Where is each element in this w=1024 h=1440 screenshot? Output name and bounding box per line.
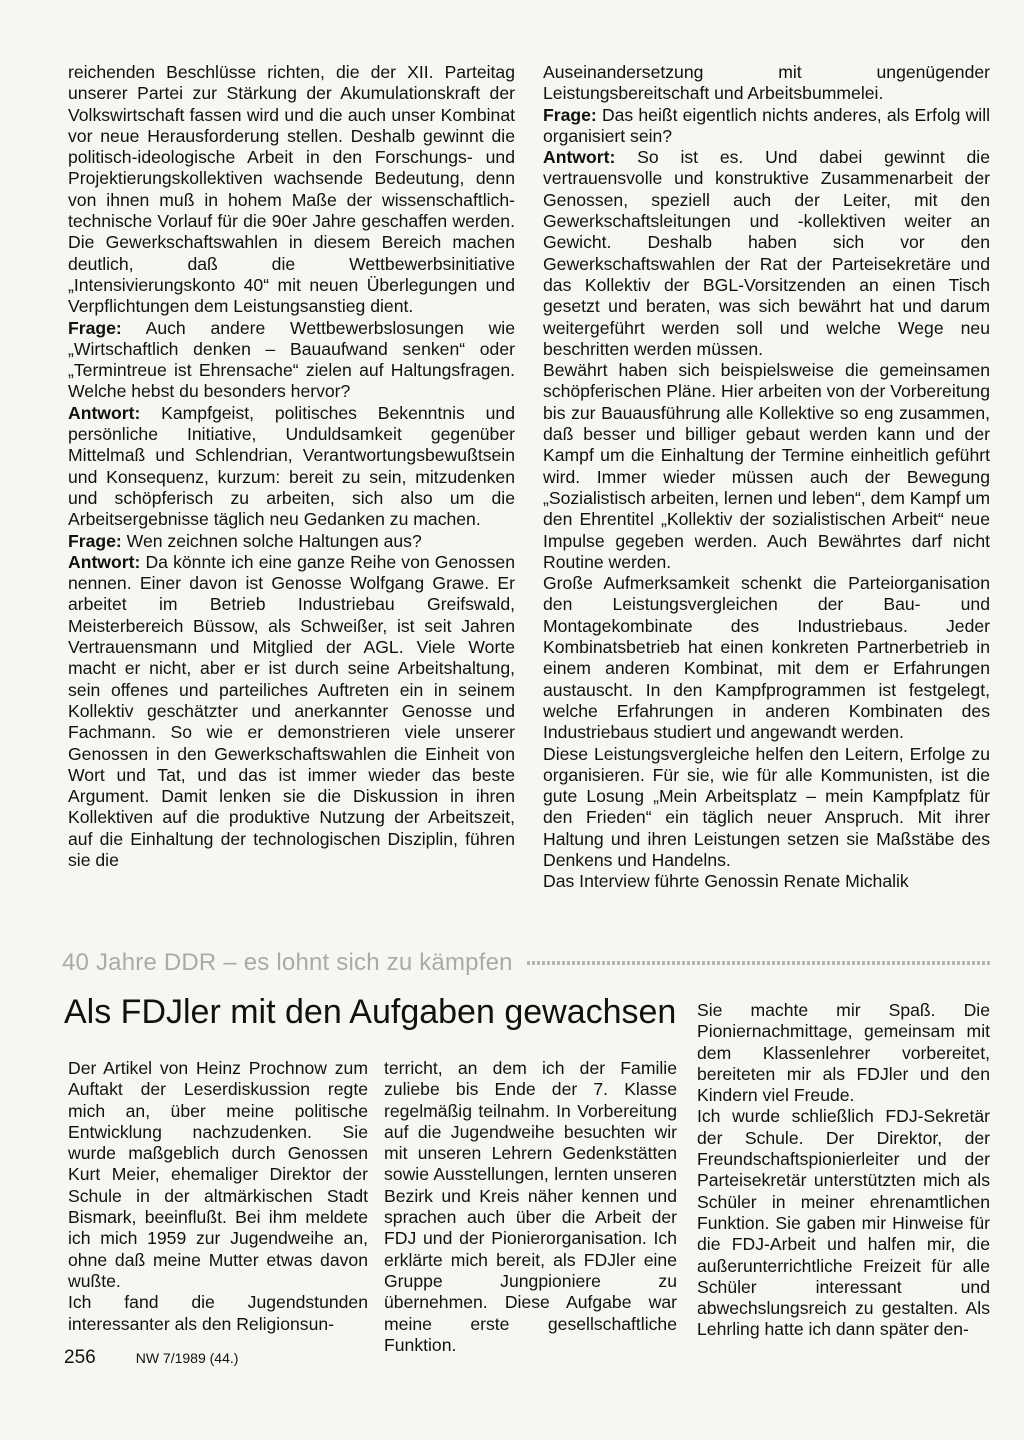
speaker-label: Frage: [68,317,122,338]
article-paragraph: Der Artikel von Heinz Prochnow zum Auftakt der Leserdiskussion regte mich an, über meine politische Entwicklung nachzudenken. Sie wurde maßgeblich durch Genossen Kurt Meier, ehemaliger Direktor der Schule in der altmärkischen Stadt Bismark, beeinflußt. Bei ihm meldete ich mich 1959 zur Jugendweihe an, ohne daß meine Mutter etwas davon wußte. [68,1058,368,1291]
speaker-label: Antwort: [543,147,616,168]
paragraph-text: Bewährt haben sich beispielsweise die gemeinsamen schöpferischen Pläne. Hier arbeiten von der Vorbereitung bis zur Bauausführung alle Kollektive so eng zusammen, daß besser und billiger gebaut werden kann und der Kampf um die Einhaltung der Termine einheitlich geführt wird. Immer wieder müssen auch der Bewegung „Sozialistisch arbeiten, lernen und leben“, dem Kampf um den Ehrentitel „Kollektiv der sozialistischen Arbeit“ neue Impulse gegeben werden. Auch Bewährtes darf nicht Routine werden. [543,360,990,572]
article-paragraph: Sie machte mir Spaß. Die Pioniernachmittage, gemeinsam mit dem Klassenlehrer vorbereitet, bereiteten mir als FDJler und den Kindern viel Freude. [697,1000,990,1106]
paragraph-text: Auseinandersetzung mit ungenügender Leistungsbereitschaft und Arbeitsbummelei. [543,62,990,104]
interview-paragraph [68,403,515,531]
interview-paragraph [543,573,990,743]
page-footer [64,1347,238,1369]
interview-paragraph [68,531,515,552]
issue-reference: NW 7/1989 (44.) [135,1350,239,1366]
interview-paragraph [543,871,990,892]
article-paragraph: terricht, an dem ich der Familie zuliebe bis Ende der 7. Klasse regelmäßig teilnahm. In Vorbereitung auf die Jugendweihe besuchten wir mit unseren Lehrern Gedenkstätten sowie Ausstellungen, lernten unseren Bezirk und Kreis näher kennen und sprachen auch über die Arbeit der FDJ und der Pionierorganisation. Ich erklärte mich bereit, als FDJler eine Gruppe Jungpioniere zu übernehmen. Diese Aufgabe war meine erste gesellschaftliche Funktion. [384,1058,677,1355]
banner-rule [527,961,990,965]
interview-paragraph [68,318,515,403]
interview-paragraph [543,360,990,573]
paragraph-text: Wen zeichnen solche Haltungen aus? [126,530,422,551]
article-column-1 [68,1058,368,1335]
paragraph-text: Da könnte ich eine ganze Reihe von Genossen nennen. Einer davon ist Genosse Wolfgang Grawe. Er arbeitet im Betrieb Industriebau Greifswald, Meisterbereich Büssow, als Schweißer, ist seit Jahren Vertrauensmann und Mitglied der AGL. Viele Worte macht er nicht, aber er ist durch seine Arbeitshaltung, sein offenes und parteiliches Auftreten ein in seinem Kollektiv geschätzter und anerkannter Genosse und Fachmann. So wie er demonstrieren viele unserer Genossen in den Gewerkschaftswahlen die Einheit von Wort und Tat, und das ist immer wieder das beste Argument. Damit lenken sie die Diskussion in ihren Kollektiven auf die produktive Nutzung der Arbeitszeit, auf die Einhaltung der technologischen Disziplin, führen sie die [68,551,516,870]
interview-paragraph [543,147,990,360]
article-column-2 [384,1058,677,1356]
article-paragraph: Ich fand die Jugendstunden interessanter als den Religionsun- [68,1292,368,1334]
interview-paragraph [543,105,990,148]
interview-right-column [543,62,990,893]
banner-text: 40 Jahre DDR – es lohnt sich zu kämpfen [62,949,513,976]
paragraph-text: reichenden Beschlüsse richten, die der XII. Parteitag unserer Partei zur Stärkung der Akumulationskraft der Volkswirtschaft fassen wird und die auch unser Kombinat vor neue Herausforderung stellen. Deshalb gewinnt die politisch-ideologische Arbeit in den Forschungs- und Projektierungskollektiven wachsende Bedeutung, denn von ihnen muß in hohem Maße der wissenschaftlich-technische Vorlauf für die 90er Jahre geschaffen werden. Die Gewerkschaftswahlen in diesem Bereich machen deutlich, daß die Wettbewerbsinitiative „Intensivierungskonto 40“ mit neuen Überlegungen und Verpflichtungen dem Leistungsanstieg dient. [68,62,515,317]
paragraph-text: Große Aufmerksamkeit schenkt die Parteiorganisation den Leistungsvergleichen der Bau- und Montagekombinate des Industriebaus. Jeder Kombinatsbetrieb hat einen konkreten Partnerbetrieb in einem anderen Kombinat, mit dem er Erfahrungen austauscht. In den Kampfprogrammen ist festgelegt, welche Erfahrungen in anderen Kombinaten des Industriebaus studiert und angewandt werden. [543,573,990,743]
article-headline: Als FDJler mit den Aufgaben gewachsen [64,993,677,1031]
series-banner [62,948,990,978]
speaker-label: Antwort: [68,402,141,423]
interview-paragraph [68,552,515,871]
speaker-label: Frage: [68,530,122,551]
paragraph-text: Kampfgeist, politisches Bekenntnis und persönliche Initiative, Unduldsamkeit gegenüber Mittelmaß und Schlendrian, Verantwortungsbewußtsein und Konsequenz, kurzum: bereit zu sein, mitzudenken und schöpferisch zu arbeiten, sich also um die Arbeitsergebnisse täglich neu Gedanken zu machen. [68,402,515,530]
article-paragraph: Ich wurde schließlich FDJ-Sekretär der Schule. Der Direktor, der Freundschaftspionierleiter und der Parteisekretär unterstützten mich als Schüler in meiner ehrenamtlichen Funktion. Sie gaben mir Hinweise für die FDJ-Arbeit und halfen mir, die außerunterrichtliche Freizeit für alle Schüler interessant und abwechslungsreich zu gestalten. Als Lehrling hatte ich dann später den- [697,1106,990,1340]
interview-paragraph [543,62,990,105]
speaker-label: Antwort: [68,551,141,572]
paragraph-text: Das heißt eigentlich nichts anderes, als Erfolg will organisiert sein? [543,104,991,146]
paragraph-text: Das Interview führte Genossin Renate Michalik [543,871,909,892]
paragraph-text: So ist es. Und dabei gewinnt die vertrauensvolle und konstruktive Zusammenarbeit der Genossen, speziell auch der Leiter, mit den Gewerkschaftsleitungen und -kollektiven weiter an Gewicht. Deshalb haben sich vor den Gewerkschaftswahlen der Rat der Parteisekretäre und das Kollektiv der BGL-Vorsitzenden an einen Tisch gesetzt und beraten, was sich bewährt hat und darum weitergeführt werden soll und welche Wege neu beschritten werden müssen. [543,147,990,359]
page-number: 256 [64,1347,96,1368]
article-column-3 [697,1000,990,1341]
interview-paragraph [543,744,990,872]
paragraph-text: Diese Leistungsvergleiche helfen den Leitern, Erfolge zu organisieren. Für sie, wie für alle Kommunisten, ist die gute Losung „Mein Arbeitsplatz – mein Kampfplatz für den Frieden“ ein täglich neuer Anspruch. Mit ihrer Haltung und ihren Leistungen setzen sie Maßstäbe des Denkens und Handelns. [543,743,990,870]
interview-paragraph [68,62,515,318]
interview-left-column [68,62,515,871]
paragraph-text: Auch andere Wettbewerbslosungen wie „Wirtschaftlich denken – Bauaufwand senken“ oder „Termintreue ist Ehrensache“ zielen auf Haltungsfragen. Welche hebst du besonders hervor? [68,317,515,402]
speaker-label: Frage: [543,104,597,125]
